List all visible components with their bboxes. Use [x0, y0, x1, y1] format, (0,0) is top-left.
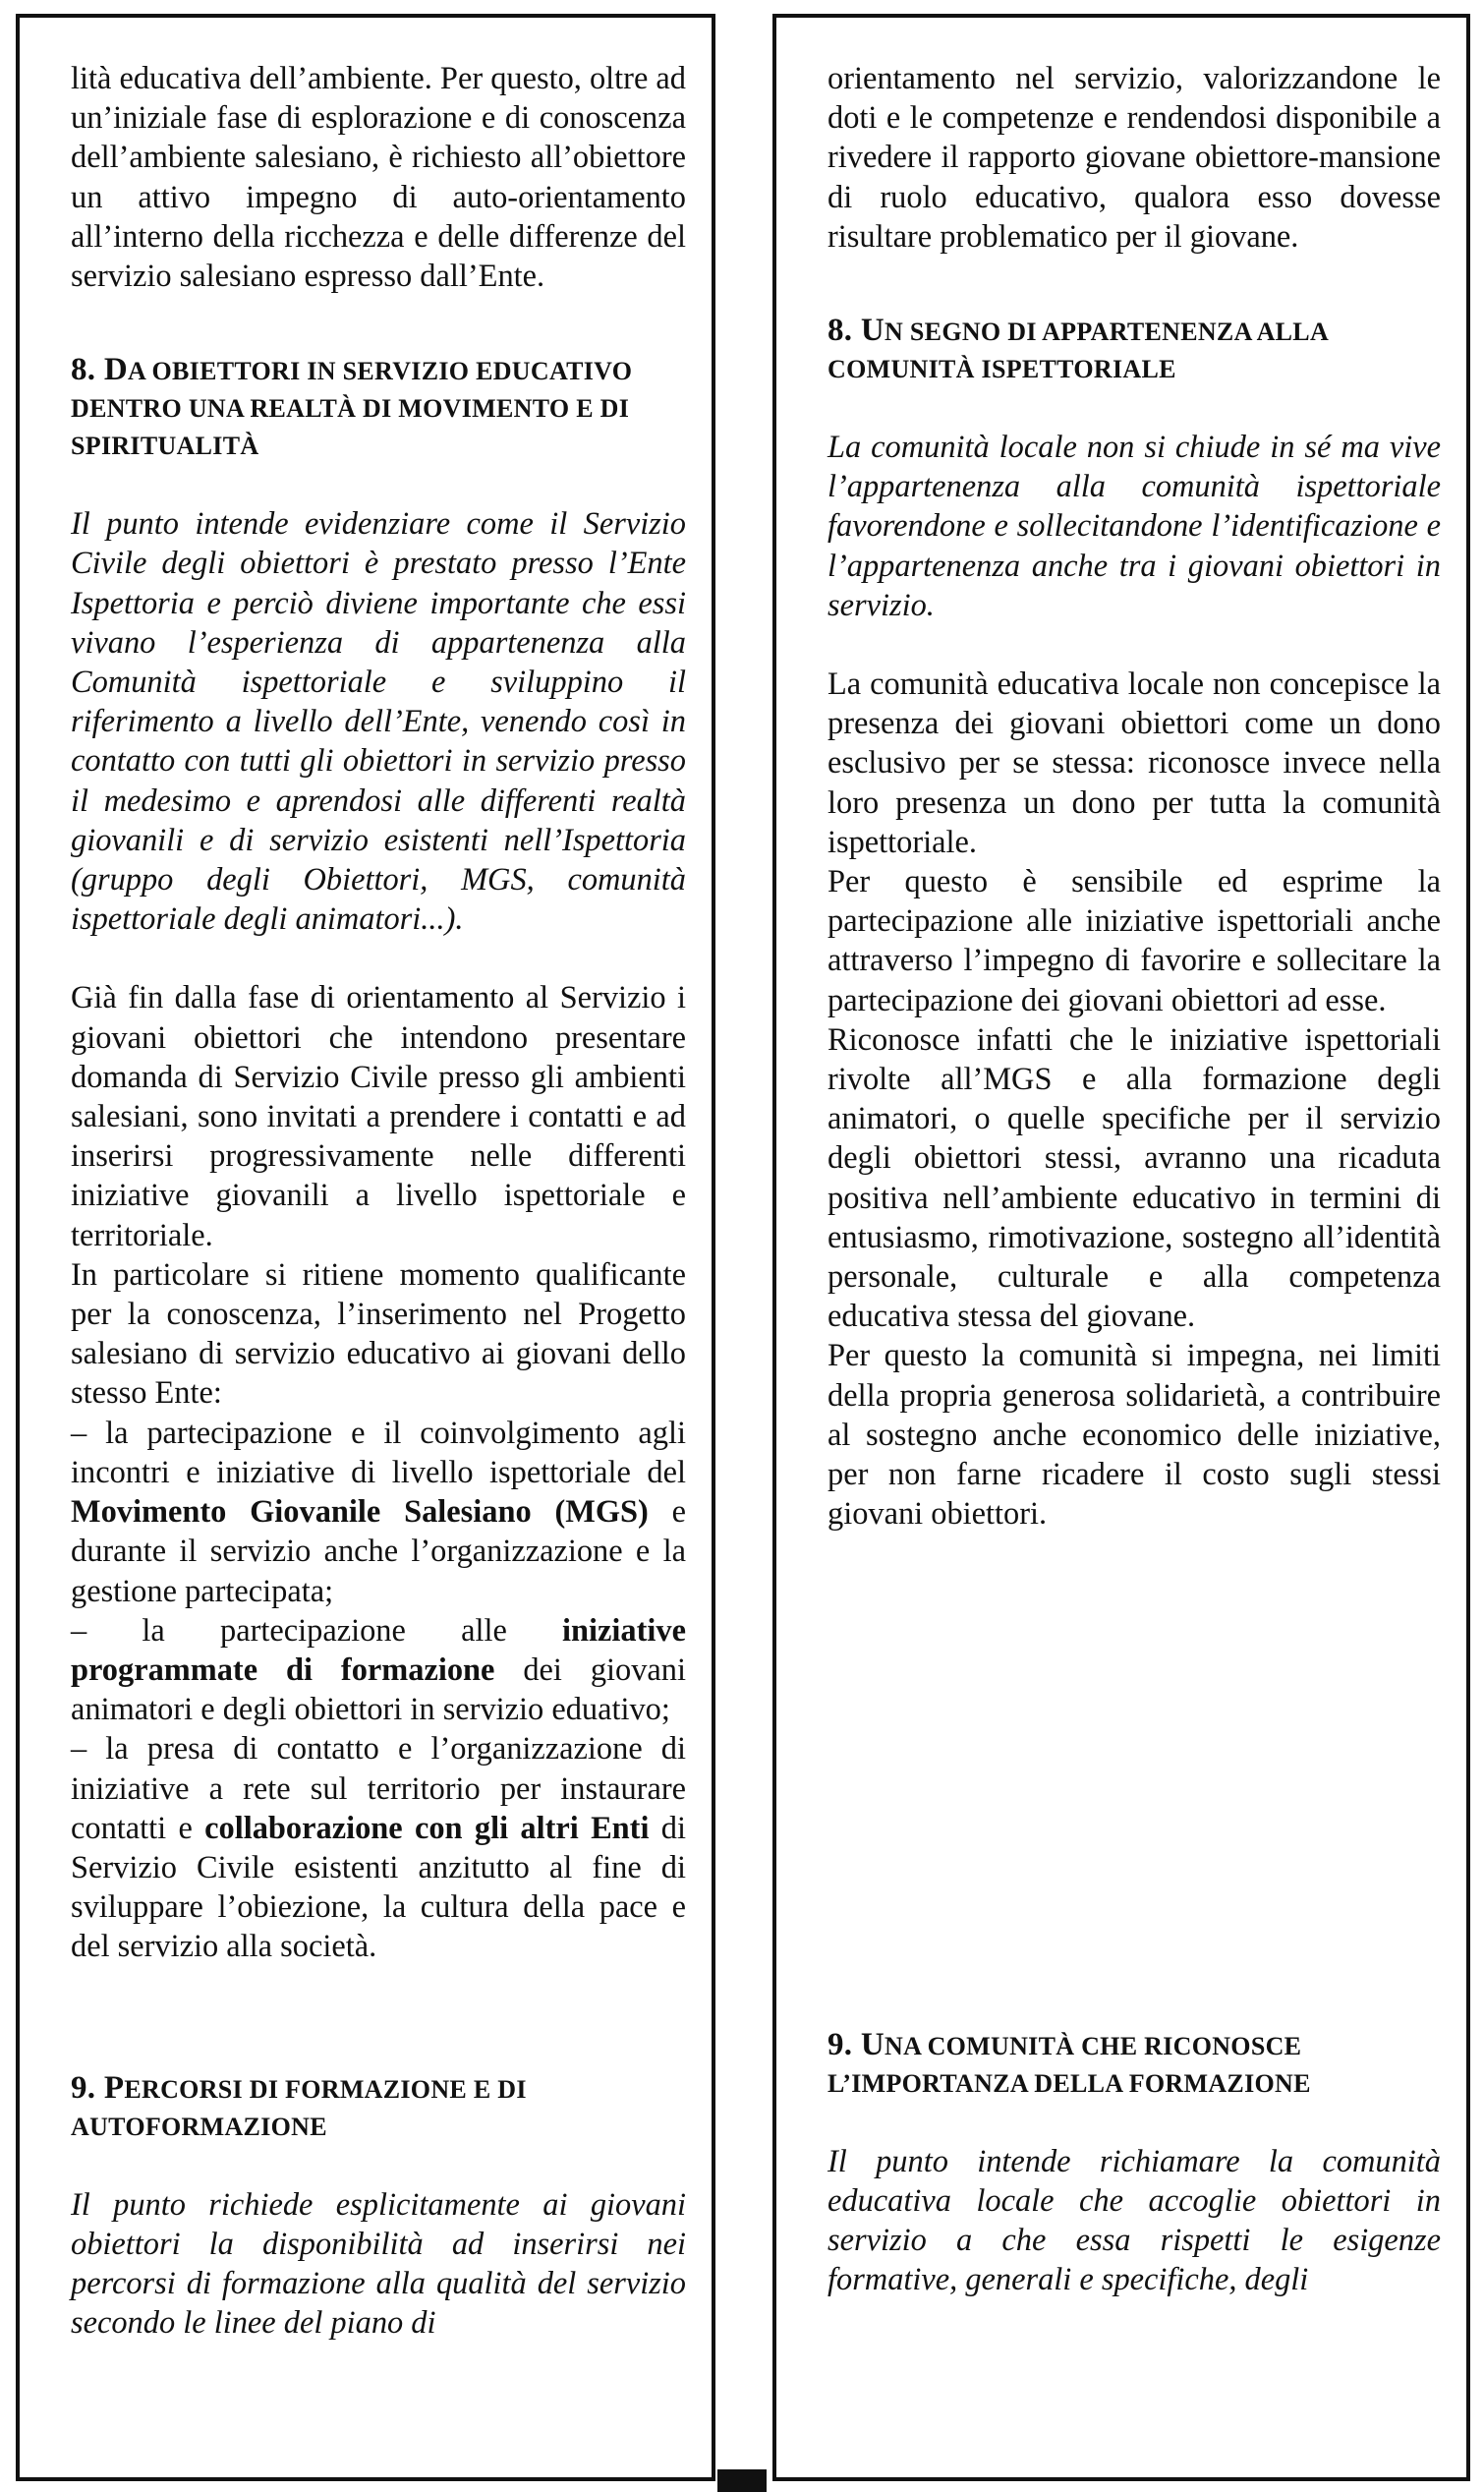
list-text: – la partecipazione e il coinvolgimento agli incontri e iniziative di livello ispettoriale del [71, 1415, 686, 1490]
heading-initial: P [103, 2069, 125, 2106]
left-intro-8: Il punto intende evidenziare come il Servizio Civile degli obiettori è prestato presso l’Ente Ispettoria e perciò diviene importante che essi vivano l’esperienza di appartenenza alla Comunità ispettoriale e sviluppino il riferimento a livello dell’Ente, venendo così in contatto con tutti gli obiettori in servizio presso il medesimo e aprendosi alle differenti realtà giovanili e di servizio esistenti nell’Ispettoria (gruppo degli Obiettori, MGS, comunità ispettoriale degli animatori...). [71, 506, 686, 938]
right-paragraph-2: La comunità educativa locale non concepisce la presenza dei giovani obiettori come un dono esclusivo per se stessa: riconosce invece nella loro presenza un dono per tutta la comunità ispettoriale. [828, 666, 1441, 860]
right-paragraph-1: orientamento nel servizio, valorizzandone le doti e le competenze e rendendosi disponibile a rivedere il rapporto giovane obiettore-mansione di ruolo educativo, qualora esso dovesse risultare problematico per il giovane. [828, 61, 1441, 255]
heading-initial: D [103, 352, 129, 388]
spacer [71, 2146, 686, 2185]
right-paragraph-5: Per questo la comunità si impegna, nei limiti della propria generosa solidarietà, a contribuire al sostegno anche economico delle iniziative, per non farne ricadere il costo sugli stessi giovani obiettori. [828, 1338, 1441, 1533]
spacer [71, 465, 686, 504]
right-paragraph-3: Per questo è sensibile ed esprime la partecipazione alle iniziative ispettoriali anche attraverso l’impegno di favorire e sollecitare la partecipazione dei giovani obiettori ad esse. [828, 864, 1441, 1018]
spacer [71, 939, 686, 978]
heading-text: N SEGNO DI APPARTENENZA ALLA COMUNITÀ ISPETTORIALE [828, 318, 1328, 384]
list-text: dei giovani animatori e degli obiettori in servizio eduativo; [71, 1652, 686, 1728]
left-heading-8 [71, 351, 686, 465]
heading-initial: U [860, 313, 885, 349]
spacer [828, 1535, 1441, 2026]
left-paragraph-1: lità educativa dell’ambiente. Per questo, oltre ad un’iniziale fase di esplorazione e di conoscenza dell’ambiente salesiano, è richiesto all’obiettore un attivo impegno di auto-orientamento all’interno della ricchezza e delle differenze del servizio salesiano espresso dall’Ente. [71, 61, 686, 295]
list-text: di Servizio Civile esistenti anzitutto al fine di sviluppare l’obiezione, la cultura della pace e del servizio alla società. [71, 1810, 686, 1965]
right-intro-9: Il punto intende richiamare la comunità educativa locale che accoglie obiettori in servizio a che essa rispetti le esigenze formative, generali e specifiche, degli [828, 2143, 1441, 2298]
list-bold-text: iniziative programmate di formazione [71, 1612, 686, 1688]
right-paragraph-4: Riconosce infatti che le iniziative ispettoriali rivolte all’MGS e alla formazione degli animatori, o quelle specifiche per il servizio degli obiettori stessi, avranno una ricaduta positiva nell’ambiente educativo in termini di entusiasmo, rimotivazione, sostegno all’identità personale, culturale e alla competenza educativa stessa del giovane. [828, 1021, 1441, 1335]
left-heading-9 [71, 2069, 686, 2146]
right-column [772, 14, 1470, 2481]
left-list-item-1 [71, 1414, 686, 1611]
right-heading-9 [828, 2026, 1441, 2103]
list-text: – la partecipazione alle [71, 1612, 563, 1649]
left-paragraph-3: In particolare si ritiene momento qualificante per la conoscenza, l’inserimento nel Progetto salesiano di servizio educativo ai giovani dello stesso Ente: [71, 1256, 686, 1412]
heading-number: 9. [71, 2069, 104, 2106]
spacer [828, 388, 1441, 428]
spacer [828, 257, 1441, 312]
right-intro-8: La comunità locale non si chiude in sé ma vive l’appartenenza alla comunità ispettoriale favorendone e sollecitandone l’identificazione e l’appartenenza anche tra i giovani obiettori in servizio. [828, 430, 1441, 623]
left-paragraph-2: Già fin dalla fase di orientamento al Servizio i giovani obiettori che intendono presentare domanda di Servizio Civile presso gli ambienti salesiani, sono invitati a prendere i contatti e ad inserirsi progressivamente nelle differenti iniziative giovanili a livello ispettoriale e territoriale. [71, 980, 686, 1253]
heading-text: NA COMUNITÀ CHE RICONOSCE L’IMPORTANZA DELLA FORMAZIONE [828, 2031, 1311, 2098]
heading-number: 8. [828, 313, 861, 349]
heading-number: 8. [71, 352, 104, 388]
left-column [16, 14, 715, 2481]
list-bold-text: collaborazione con gli altri Enti [204, 1810, 650, 1846]
list-text: – la presa di contatto e l’organizzazione di iniziative a rete sul territorio per instaurare contatti e [71, 1731, 686, 1846]
spacer [71, 1967, 686, 2069]
right-heading-8 [828, 312, 1441, 388]
list-bold-text: Movimento Giovanile Salesiano (MGS) [71, 1494, 649, 1531]
list-text: e durante il servizio anche l’organizzazione e la gestione partecipata; [71, 1494, 686, 1609]
heading-number: 9. [828, 2026, 861, 2062]
heading-initial: U [860, 2026, 885, 2062]
spacer [71, 296, 686, 351]
spacer [828, 2103, 1441, 2142]
heading-text: ERCORSI DI FORMAZIONE E DI AUTOFORMAZIONE [71, 2074, 527, 2141]
left-intro-9: Il punto richiede esplicitamente ai giovani obiettori la disponibilità ad inserirsi nei percorsi di formazione alla qualità del servizio secondo le linee del piano di [71, 2186, 686, 2342]
spacer [828, 625, 1441, 665]
page-edge-mark [717, 2469, 767, 2492]
left-list-item-2 [71, 1611, 686, 1730]
left-list-item-3 [71, 1729, 686, 1966]
heading-text: A OBIETTORI IN SERVIZIO EDUCATIVO DENTRO UNA REALTÀ DI MOVIMENTO E DI SPIRITUALITÀ [71, 357, 633, 461]
